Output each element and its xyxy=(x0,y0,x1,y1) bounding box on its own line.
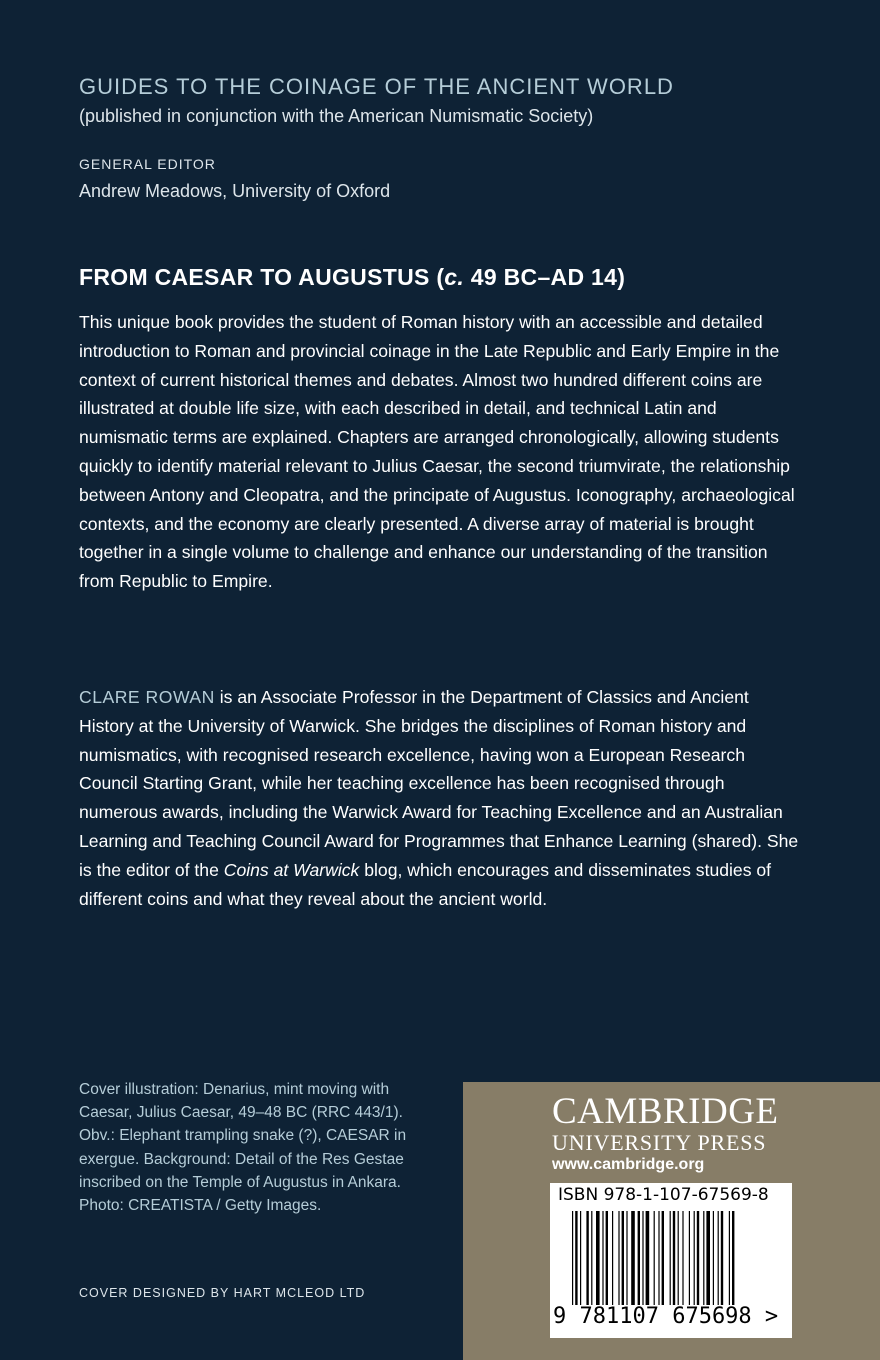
cover-designer-credit: COVER DESIGNED BY HART MCLEOD LTD xyxy=(79,1286,366,1300)
book-description: This unique book provides the student of Roman history with an accessible and detailed introduction to Roman and provincial coinage in the Late Republic and Early Empire in the context of current historical themes and debates. Almost two hundred different coins are illustrated at double life size, with each described in detail, and technical Latin and numismatic terms are explained. Chapters are arranged chronologically, allowing students quickly to identify material relevant to Julius Caesar, the second triumvirate, the relationship between Antony and Cleopatra, and the principate of Augustus. Iconography, archaeological contexts, and the economy are clearly presented. A diverse array of material is brought together in a single volume to challenge and enhance our understanding of the transition from Republic to Empire. xyxy=(79,312,795,592)
editor-name: Andrew Meadows, University of Oxford xyxy=(79,181,391,201)
isbn-label: ISBN 978-1-107-67569-8 xyxy=(558,1185,769,1205)
author-bio-text-1: is an Associate Professor in the Department of Classics and Ancient History at the University of Warwick. She bridges the disciplines of Roman history and numismatics, with recognised research excellence, having won a European Research Council Starting Grant, while her teaching excellence has been recognised through numerous awards, including the Warwick Award for Teaching Excellence and an Australian Learning and Teaching Council Award for Programmes that Enhance Learning (shared). She is the editor of the xyxy=(79,687,799,880)
cover-illustration-credit: Cover illustration: Denarius, mint moving with Caesar, Julius Caesar, 49–48 BC (RRC 443/1). Obv.: Elephant trampling snake (?), CAESAR in exergue. Background: Detail of the Res Gestae inscribed on the Temple of Augustus in Ankara. Photo: CREATISTA / Getty Images. xyxy=(79,1081,407,1215)
barcode-icon xyxy=(572,1211,782,1305)
publisher-url: www.cambridge.org xyxy=(552,1156,705,1173)
blog-name: Coins at Warwick xyxy=(223,859,360,880)
publisher-press: UNIVERSITY PRESS xyxy=(552,1130,767,1155)
book-title xyxy=(79,264,625,291)
series-subtitle: (published in conjunction with the American Numismatic Society) xyxy=(79,106,594,126)
editor-label: GENERAL EDITOR xyxy=(79,156,216,172)
book-title-main: FROM CAESAR TO AUGUSTUS ( xyxy=(79,264,445,290)
barcode-number: 9 781107 675698 > xyxy=(553,1304,779,1329)
author-bio xyxy=(79,683,804,913)
publisher-name: CAMBRIDGE xyxy=(552,1091,779,1132)
barcode-panel xyxy=(550,1183,792,1338)
author-name: CLARE ROWAN xyxy=(79,687,215,707)
publisher-box xyxy=(463,1082,880,1360)
book-title-circa: c. xyxy=(444,264,465,290)
series-title: GUIDES TO THE COINAGE OF THE ANCIENT WORLD xyxy=(79,74,674,99)
book-title-range: 49 BC–AD 14) xyxy=(464,264,626,290)
author-bio-text-2: blog, which encourages and disseminates studies of different coins and what they reveal about the ancient world. xyxy=(79,859,772,909)
